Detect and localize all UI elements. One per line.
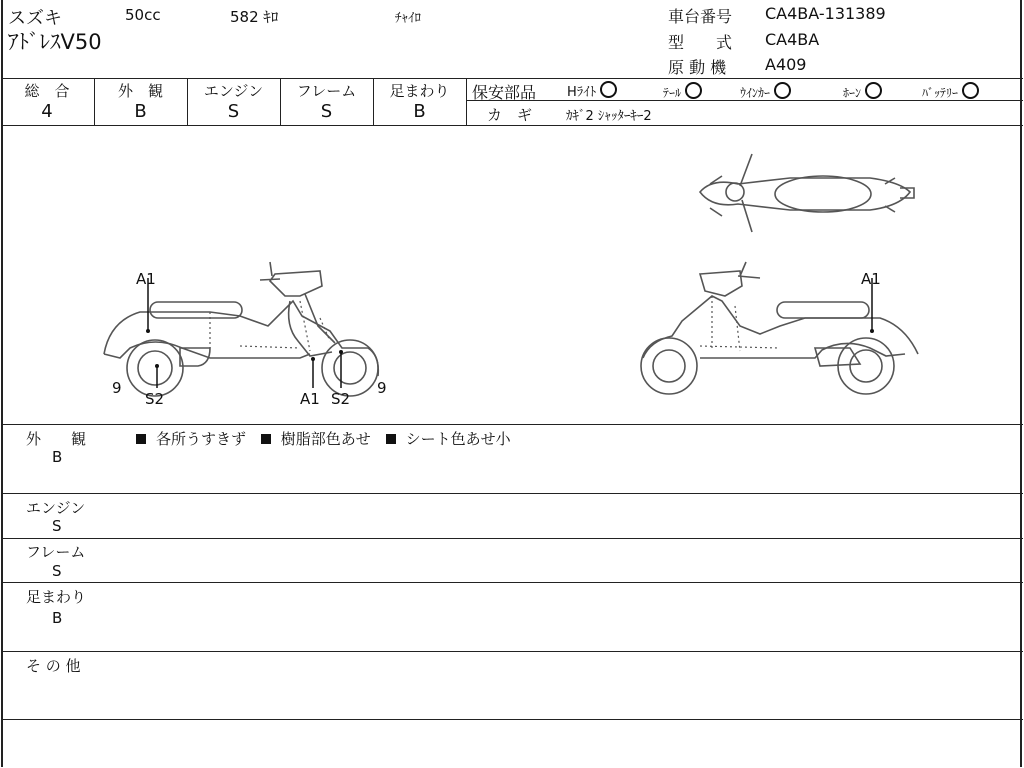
engine-value: A409 bbox=[765, 55, 807, 74]
safety-item-tail: ﾃｰﾙ bbox=[663, 82, 702, 101]
safety-item-headlight: Hﾗｲﾄ bbox=[567, 81, 617, 100]
displacement: 50cc bbox=[125, 6, 161, 24]
divider bbox=[1, 424, 1023, 425]
engine-grade-label: エンジン bbox=[203, 82, 264, 100]
frame-no-label: 車台番号 bbox=[668, 7, 733, 26]
overall-label: 総 合 bbox=[24, 82, 70, 100]
ok-circle-icon bbox=[865, 82, 882, 99]
suspension-grade-label: 足まわり bbox=[389, 82, 450, 100]
suspension-section-label: 足まわり bbox=[26, 588, 87, 606]
ok-circle-icon bbox=[600, 81, 617, 98]
scooter-top-view bbox=[700, 154, 914, 232]
mark-right-a1: A1 bbox=[861, 270, 881, 288]
mark-left-a1-top: A1 bbox=[136, 270, 156, 288]
divider bbox=[1, 538, 1023, 539]
suspension-grade: B bbox=[413, 101, 426, 122]
model-name: ｱﾄﾞﾚｽV50 bbox=[8, 30, 102, 54]
frame-grade-label: フレーム bbox=[296, 82, 357, 100]
bullet-square-icon bbox=[386, 434, 396, 444]
mark-left-s2: S2 bbox=[145, 390, 165, 408]
bullet-square-icon bbox=[261, 434, 271, 444]
mark-left-9: 9 bbox=[112, 379, 122, 397]
divider bbox=[1, 719, 1023, 720]
safety-item-winker: ｳｲﾝｶｰ bbox=[740, 82, 791, 101]
frame-no: CA4BA-131389 bbox=[765, 4, 886, 23]
mark-left-a1-bottom: A1 bbox=[300, 390, 320, 408]
engine-section-grade: S bbox=[52, 517, 62, 535]
type-value: CA4BA bbox=[765, 30, 820, 49]
divider bbox=[1, 651, 1023, 652]
divider bbox=[1, 582, 1023, 583]
exterior-label: 外 観 bbox=[117, 82, 163, 100]
divider bbox=[1, 78, 1023, 79]
engine-label: 原 動 機 bbox=[668, 58, 727, 77]
overall-grade: 4 bbox=[41, 101, 53, 122]
exterior-section-grade: B bbox=[52, 448, 63, 466]
exterior-note: シート色あせ小 bbox=[405, 430, 511, 448]
mark-left-9-front: 9 bbox=[377, 379, 387, 397]
ok-circle-icon bbox=[962, 82, 979, 99]
frame-section-grade: S bbox=[52, 562, 62, 580]
color: ﾁｬｲﾛ bbox=[395, 11, 421, 26]
mark-left-s2-front: S2 bbox=[331, 390, 351, 408]
ok-circle-icon bbox=[774, 82, 791, 99]
maker: スズキ bbox=[8, 8, 62, 29]
exterior-note: 樹脂部色あせ bbox=[280, 430, 371, 448]
frame-section-label: フレーム bbox=[26, 543, 86, 561]
bullet-square-icon bbox=[136, 434, 146, 444]
exterior-notes bbox=[136, 428, 511, 449]
safety-item-battery: ﾊﾞｯﾃﾘｰ bbox=[922, 82, 979, 101]
divider bbox=[1, 493, 1023, 494]
safety-item-horn: ﾎｰﾝ bbox=[843, 82, 882, 101]
exterior-section-label: 外 観 bbox=[26, 430, 87, 448]
type-label: 型 式 bbox=[668, 33, 733, 52]
mileage: 582 ｷﾛ bbox=[230, 8, 279, 26]
exterior-note: 各所うすきず bbox=[156, 430, 247, 448]
frame-grade: S bbox=[320, 101, 333, 122]
key-label: カ ギ bbox=[487, 106, 533, 124]
suspension-section-grade: B bbox=[52, 609, 63, 627]
divider bbox=[466, 78, 467, 125]
engine-section-label: エンジン bbox=[26, 499, 86, 517]
other-section-label: そ の 他 bbox=[26, 657, 81, 675]
ok-circle-icon bbox=[685, 82, 702, 99]
exterior-grade: B bbox=[134, 101, 147, 122]
engine-grade: S bbox=[227, 101, 240, 122]
safety-parts-label: 保安部品 bbox=[472, 83, 537, 102]
key-value: ｶｷﾞ2 ｼｬｯﾀｰｷｰ2 bbox=[566, 109, 652, 124]
